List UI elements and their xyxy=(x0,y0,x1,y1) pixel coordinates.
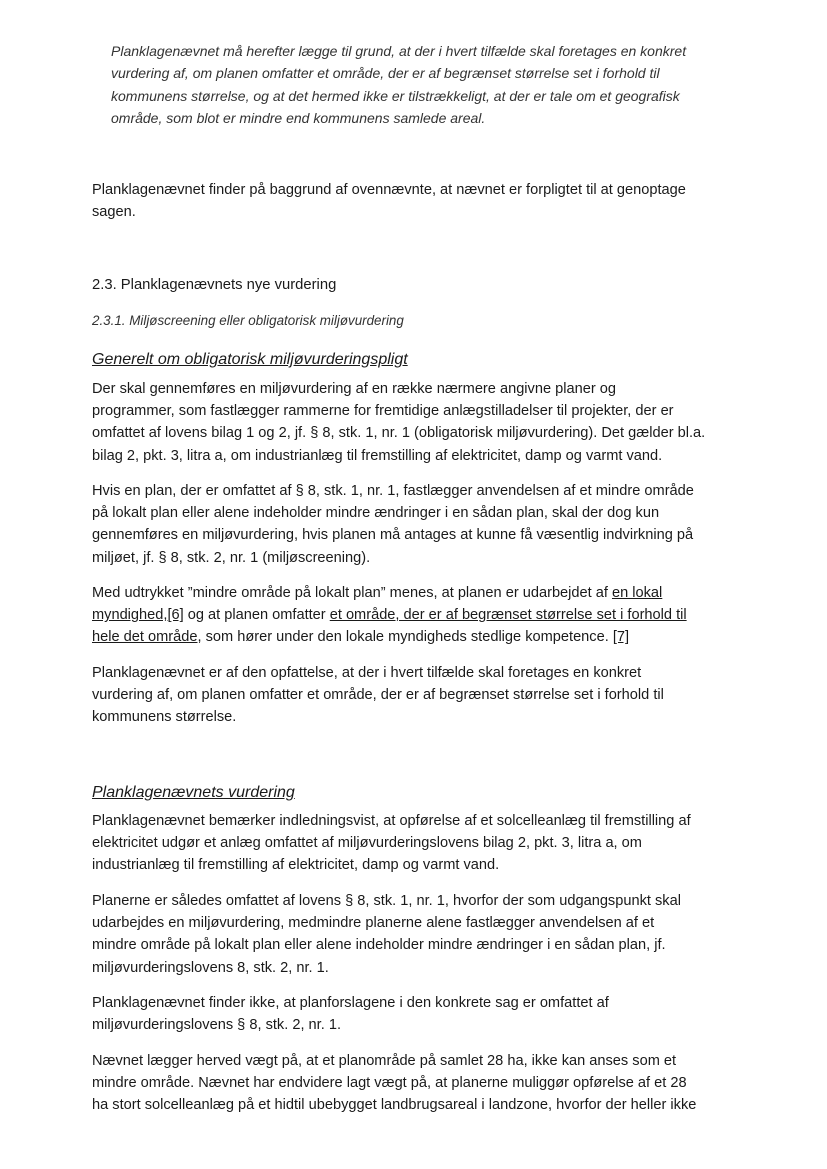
underlined-phrase: en lokal xyxy=(611,585,663,601)
text-line xyxy=(92,604,732,626)
text-line: på lokalt plan eller alene indeholder mindre ændringer i en sådan plan, skal der dog kun xyxy=(92,505,660,522)
text-line: industrianlæg til fremstilling af elektricitet, damp og varmt vand. xyxy=(92,857,500,874)
text-line: gennemføres en miljøvurdering, hvis planen må antages at kunne få væsentlig indvirkning på xyxy=(92,527,694,544)
underlined-phrase: hele det område xyxy=(92,629,198,646)
text-line xyxy=(92,626,732,648)
text-line: Planklagenævnet finder ikke, at planforslagene i den konkrete sag er omfattet af xyxy=(92,995,609,1011)
underlined-phrase: myndighed, xyxy=(92,607,168,624)
text-line: mindre område. Nævnet har endvidere lagt vægt på, at planerne muliggør opførelse af et 28 xyxy=(92,1075,687,1092)
text-line: Planklagenævnet er af den opfattelse, at der i hvert tilfælde skal foretages en konkret xyxy=(92,665,642,681)
paragraph-opfattelse xyxy=(92,662,732,729)
underlined-phrase: et område, der er af begrænset størrelse set i forhold til xyxy=(329,607,687,624)
quote-line: område, som blot er mindre end kommunens samlede areal. xyxy=(111,109,486,126)
text-line: udarbejdes en miljøvurdering, medmindre planerne alene fastlægger anvendelsen af et xyxy=(92,915,655,932)
quote-line: vurdering af, om planen omfatter et område, der er af begrænset størrelse set i forhold til xyxy=(111,65,660,82)
text-line: kommunens størrelse. xyxy=(92,709,237,726)
paragraph-screening xyxy=(92,480,732,569)
text-line: miljøet, jf. § 8, stk. 2, nr. 1 (miljøscreening). xyxy=(92,549,371,566)
text-line xyxy=(92,582,732,604)
text-line: bilag 2, pkt. 3, litra a, om industrianlæg til fremstilling af elektricitet, damp og varmt vand. xyxy=(92,447,663,464)
text-line: programmer, som fastlægger rammerne for fremtidige anlægstilladelser til projekter, der er xyxy=(92,403,674,420)
footnote-link-6[interactable]: [6] xyxy=(167,607,184,624)
section-heading: 2.3. Planklagenævnets nye vurdering xyxy=(92,277,337,293)
text-segment: og at planen omfatter xyxy=(183,607,330,624)
paragraph-planerne xyxy=(92,890,732,979)
paragraph-genoptage xyxy=(92,179,732,223)
text-line: Planklagenævnet finder på baggrund af ovennævnte, at nævnet er forpligtet til at genoptage xyxy=(92,182,686,198)
text-line: omfattet af lovens bilag 1 og 2, jf. § 8, stk. 1, nr. 1 (obligatorisk miljøvurdering). Det gælder bl.a. xyxy=(92,425,706,442)
subsection-heading: 2.3.1. Miljøscreening eller obligatorisk miljøvurdering xyxy=(92,313,404,328)
text-line: miljøvurderingslovens 8, stk. 2, nr. 1. xyxy=(92,959,329,976)
quote-line: Planklagenævnet må herefter lægge til grund, at der i hvert tilfælde skal foretages en konkret xyxy=(111,43,687,59)
text-line: elektricitet udgør et anlæg omfattet af miljøvurderingslovens bilag 2, pkt. 3, litra a, om xyxy=(92,835,642,852)
paragraph-bemaerker xyxy=(92,810,732,877)
text-line: Nævnet lægger herved vægt på, at et planområde på samlet 28 ha, ikke kan anses som et xyxy=(92,1053,677,1069)
paragraph-obligatorisk xyxy=(92,378,732,467)
text-line: sagen. xyxy=(92,204,136,221)
quote-line: kommunens størrelse, og at det hermed ikke er tilstrækkeligt, at der er tale om et geografisk xyxy=(111,87,680,104)
text-line: Der skal gennemføres en miljøvurdering af en række nærmere angivne planer og xyxy=(92,381,616,397)
text-line: Planklagenævnet bemærker indledningsvist, at opførelse af et solcelleanlæg til fremstilling af xyxy=(92,813,691,829)
paragraph-finder-ikke xyxy=(92,992,732,1036)
text-line: Planerne er således omfattet af lovens § 8, stk. 1, nr. 1, hvorfor der som udgangspunkt skal xyxy=(92,893,681,909)
text-line: ha stort solcelleanlæg på et hidtil ubebygget landbrugsareal i landzone, hvorfor der heller ikke xyxy=(92,1097,697,1114)
text-line: vurdering af, om planen omfatter et område, der er af begrænset størrelse set i forhold til xyxy=(92,687,664,704)
paragraph-lokalt-plan xyxy=(92,582,732,649)
italic-quote-block xyxy=(111,40,711,129)
heading-planklagenaevnets-vurdering: Planklagenævnets vurdering xyxy=(92,784,295,801)
text-segment: Med udtrykket ”mindre område på lokalt plan” menes, at planen er udarbejdet af xyxy=(92,585,612,601)
heading-generelt: Generelt om obligatorisk miljøvurderingspligt xyxy=(92,351,408,368)
text-segment: , som hører under den lokale myndigheds stedlige kompetence. xyxy=(197,629,613,646)
footnote-link-7[interactable]: [7] xyxy=(612,629,630,646)
text-line: Hvis en plan, der er omfattet af § 8, stk. 1, nr. 1, fastlægger anvendelsen af et mindre område xyxy=(92,483,694,499)
text-line: mindre område på lokalt plan eller alene indeholder mindre ændringer i en sådan plan, jf. xyxy=(92,937,666,954)
paragraph-naevnet-vaegt xyxy=(92,1050,732,1117)
text-line: miljøvurderingslovens § 8, stk. 2, nr. 1. xyxy=(92,1017,342,1034)
